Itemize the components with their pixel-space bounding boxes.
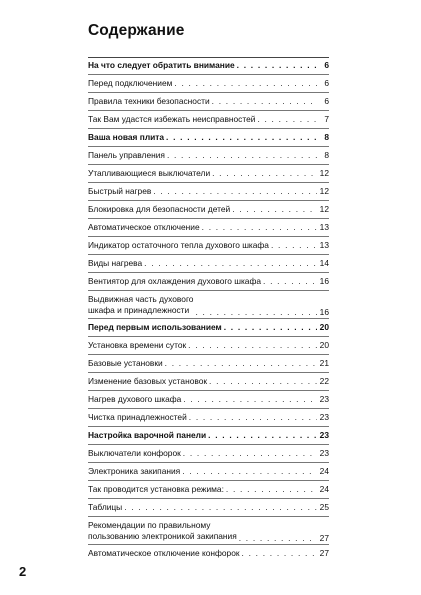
toc-dot-leader <box>208 427 317 444</box>
toc-entry-title: Установка времени суток <box>88 340 187 350</box>
toc-entry-page: 24 <box>319 484 329 494</box>
toc-entry-page: 13 <box>319 240 329 250</box>
toc-entry <box>88 408 329 426</box>
toc-entry-title: Изменение базовых установок <box>88 376 208 386</box>
toc-entry-title: Перед первым использованием <box>88 322 222 332</box>
toc-entry-title: Ваша новая плита <box>88 132 165 142</box>
toc-entry-page: 20 <box>319 322 329 332</box>
toc-entry-title: Правила техники безопасности <box>88 96 210 106</box>
toc-entry-page: 14 <box>319 258 329 268</box>
toc-dot-leader <box>188 337 317 354</box>
toc-entry-title: Чистка принадлежностей <box>88 412 187 422</box>
toc-dot-leader <box>263 273 317 290</box>
toc-dot-leader <box>212 165 317 182</box>
toc-dot-leader <box>232 201 317 218</box>
toc-entry-page: 23 <box>319 412 329 422</box>
toc-entry <box>88 74 329 92</box>
toc-entry-title: Электроника закипания <box>88 466 181 476</box>
toc-dot-leader <box>167 147 317 164</box>
toc-entry-title: Утапливающиеся выключатели <box>88 168 211 178</box>
toc-entry <box>88 318 329 336</box>
toc-entry-page: 23 <box>319 448 329 458</box>
toc-dot-leader <box>166 129 317 146</box>
toc-entry <box>88 498 329 516</box>
toc-entry-title: Так Вам удастся избежать неисправностей <box>88 114 256 124</box>
toc-dot-leader <box>212 93 317 110</box>
toc-entry <box>88 128 329 146</box>
page-number: 2 <box>19 564 27 579</box>
toc-entry <box>88 336 329 354</box>
toc-entry-page: 16 <box>319 276 329 286</box>
toc-entry-page: 27 <box>319 548 329 558</box>
toc-entry <box>88 110 329 128</box>
toc-entry-page: 21 <box>319 358 329 368</box>
toc-entry-page: 8 <box>324 150 329 160</box>
toc-entry-title: Настройка варочной панели <box>88 430 207 440</box>
toc-entry-page: 6 <box>324 78 329 88</box>
toc-entry <box>88 236 329 254</box>
page-title: Содержание <box>88 22 185 39</box>
toc-entry-page: 27 <box>319 533 329 543</box>
toc-entry-page: 24 <box>319 466 329 476</box>
toc-dot-leader <box>202 219 317 236</box>
toc-dot-leader <box>183 445 317 462</box>
toc-dot-leader <box>144 255 317 272</box>
toc-entry-page: 12 <box>319 204 329 214</box>
toc-entry <box>88 354 329 372</box>
toc-entry <box>88 426 329 444</box>
toc-entry-title: Перед подключением <box>88 78 173 88</box>
toc-dot-leader <box>183 391 317 408</box>
toc-entry-title: Выдвижная часть духового шкафа и принадлежности <box>88 294 194 315</box>
toc-entry-title: Базовые установки <box>88 358 163 368</box>
toc-entry <box>88 218 329 236</box>
toc-dot-leader <box>257 111 317 128</box>
toc-dot-leader <box>195 307 317 318</box>
toc-entry-title: Рекомендации по правильному пользованию электроникой закипания <box>88 520 237 541</box>
toc-entry-title: Блокировка для безопасности детей <box>88 204 231 214</box>
toc-dot-leader <box>226 481 317 498</box>
toc-entry <box>88 516 329 544</box>
toc-entry-page: 22 <box>319 376 329 386</box>
toc-entry-page: 6 <box>324 60 329 70</box>
toc-entry <box>88 164 329 182</box>
toc-entry-title: Так проводится установка режима: <box>88 484 224 494</box>
toc-entry-title: На что следует обратить внимание <box>88 60 235 70</box>
toc-entry <box>88 272 329 290</box>
toc-entry-page: 23 <box>319 394 329 404</box>
toc-dot-leader <box>239 533 317 544</box>
toc-entry <box>88 390 329 408</box>
toc-entry-title: Нагрев духового шкафа <box>88 394 182 404</box>
toc-entry <box>88 254 329 272</box>
toc-entry <box>88 146 329 164</box>
toc-dot-leader <box>189 409 317 426</box>
toc-entry-page: 20 <box>319 340 329 350</box>
toc-entry <box>88 544 329 562</box>
toc-entry <box>88 200 329 218</box>
table-of-contents <box>88 57 329 562</box>
toc-dot-leader <box>165 355 317 372</box>
toc-entry <box>88 372 329 390</box>
toc-entry-page: 12 <box>319 186 329 196</box>
toc-entry <box>88 182 329 200</box>
toc-dot-leader <box>242 545 317 562</box>
toc-dot-leader <box>224 319 317 336</box>
toc-entry <box>88 480 329 498</box>
toc-entry-title: Виды нагрева <box>88 258 143 268</box>
toc-entry-page: 13 <box>319 222 329 232</box>
toc-entry-title: Автоматическое отключение конфорок <box>88 548 240 558</box>
toc-entry-title: Панель управления <box>88 150 165 160</box>
toc-dot-leader <box>182 463 317 480</box>
toc-entry-title: Быстрый нагрев <box>88 186 152 196</box>
toc-entry-page: 23 <box>319 430 329 440</box>
toc-dot-leader <box>237 57 317 74</box>
toc-entry <box>88 444 329 462</box>
toc-dot-leader <box>124 499 317 516</box>
toc-entry <box>88 290 329 318</box>
toc-entry-title: Автоматическое отключение <box>88 222 200 232</box>
toc-entry <box>88 57 329 74</box>
toc-entry <box>88 92 329 110</box>
toc-entry-page: 12 <box>319 168 329 178</box>
toc-dot-leader <box>271 237 317 254</box>
toc-entry <box>88 462 329 480</box>
toc-entry-page: 7 <box>324 114 329 124</box>
toc-entry-page: 25 <box>319 502 329 512</box>
toc-entry-title: Индикатор остаточного тепла духового шкафа <box>88 240 269 250</box>
toc-dot-leader <box>174 75 317 92</box>
toc-entry-page: 6 <box>324 96 329 106</box>
toc-entry-title: Вентиятор для охлаждения духового шкафа <box>88 276 262 286</box>
toc-dot-leader <box>209 373 317 390</box>
toc-entry-title: Выключатели конфорок <box>88 448 181 458</box>
toc-entry-title: Таблицы <box>88 502 123 512</box>
toc-entry-page: 8 <box>324 132 329 142</box>
toc-entry-page: 16 <box>319 307 329 317</box>
toc-dot-leader <box>153 183 317 200</box>
